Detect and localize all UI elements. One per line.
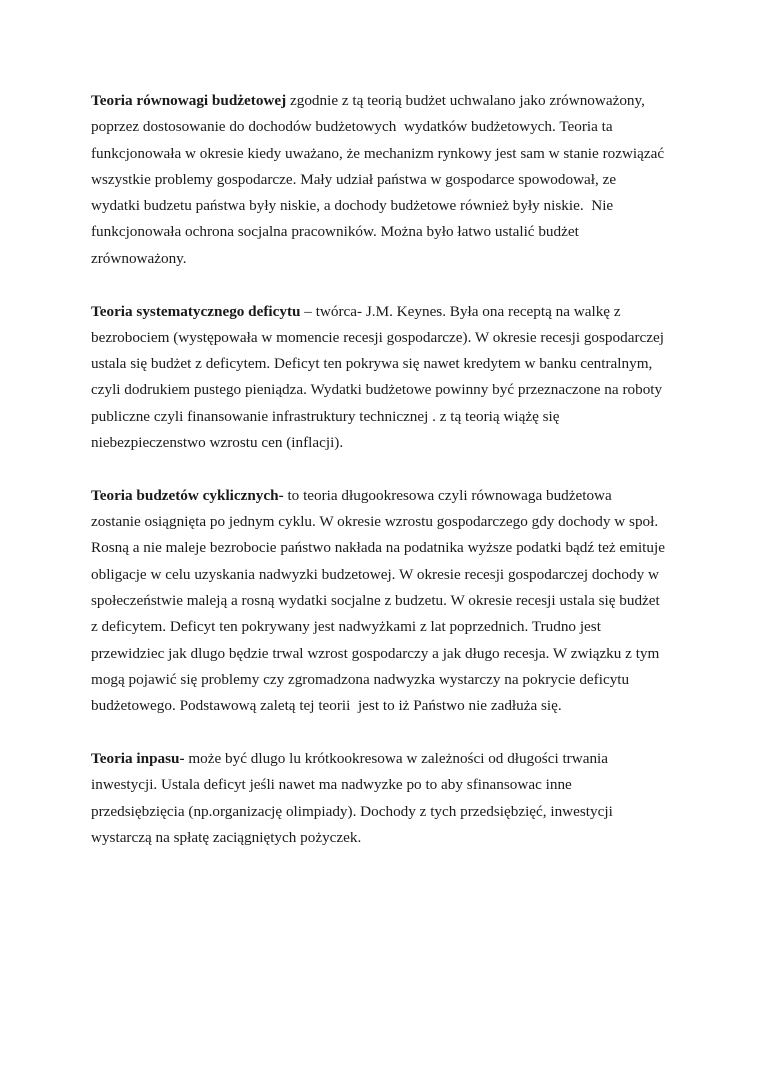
paragraph-line: funkcjonowała w okresie kiedy uważano, że mechanizm rynkowy jest sam w stanie rozwiązać [91,144,665,162]
paragraph-line: niebezpieczenstwo wzrostu cen (inflacji). [91,434,344,452]
paragraph-line: zrównoważony. [91,249,187,267]
paragraph-line: zostanie osiągnięta po jednym cyklu. W okresie wzrostu gospodarczego gdy dochody w społ. [91,513,659,531]
paragraph-line: przedsiębzięcia (np.organizację olimpiady). Dochody z tych przedsiębzięć, inwestycji [91,802,613,820]
paragraph-line: czyli dodrukiem pustego pieniądza. Wydatki budżetowe powinny być przeznaczone na roboty [91,381,663,399]
paragraph-line: bezrobociem (występowała w momencie recesji gospodarcze). W okresie recesji gospodarczej [91,328,664,346]
paragraph-term: Teoria systematycznego deficytu [91,302,301,320]
paragraph-teoria-deficytu [91,299,681,457]
paragraph-line [91,88,681,114]
paragraph-term: Teoria inpasu- [91,750,185,768]
paragraph-line: ustala się budżet z deficytem. Deficyt ten pokrywa się nawet kredytem w banku centralnym, [91,355,653,373]
paragraph-line: wystarczą na spłatę zaciągniętych pożyczek. [91,828,362,846]
paragraph-term: Teoria budzetów cyklicznych- [91,486,284,504]
paragraph-line: poprzez dostosowanie do dochodów budżetowych wydatków budżetowych. Teoria ta [91,118,613,136]
paragraph-text: może być dlugo lu krótkookresowa w zależności od długości trwania [184,750,608,768]
paragraph-line [91,299,681,325]
paragraph-line: z deficytem. Deficyt ten pokrywany jest nadwyżkami z lat poprzednich. Trudno jest [91,618,601,636]
paragraph-text: zgodnie z tą teorią budżet uchwalano jako zrównoważony, [286,92,645,109]
paragraph-line: obligacje w celu uzyskania nadwyzki budzetowej. W okresie recesji gospodarczej dochody w [91,565,659,583]
paragraph-line: przewidziec jak dlugo będzie trwal wzrost gospodarczy a jak długo recesja. W związku z tym [91,644,660,662]
paragraph-line: publiczne czyli finansowanie infrastruktury technicznej . z tą teorią wiążę się [91,407,560,425]
paragraph-teoria-inpasu [91,746,681,851]
paragraph-line: wszystkie problemy gospodarcze. Mały udział państwa w gospodarce spowodował, ze [91,170,617,188]
paragraph-line: budżetowego. Podstawową zaletą tej teorii jest to iż Państwo nie zadłuża się. [91,697,562,715]
paragraph-text: to teoria długookresowa czyli równowaga budżetowa [283,486,612,504]
paragraph-line: Rosną a nie maleje bezrobocie państwo nakłada na podatnika wyższe podatki bądź też emituje [91,539,665,557]
paragraph-term: Teoria równowagi budżetowej [91,92,287,109]
paragraph-line: wydatki budzetu państwa były niskie, a dochody budżetowe również były niskie. Nie [91,197,614,215]
paragraph-line: funkcjonowała ochrona socjalna pracowników. Można było łatwo ustalić budżet [91,223,579,241]
paragraph-line: mogą pojawić się problemy czy zgromadzona nadwyzka wystarczy na pokrycie deficytu [91,670,630,688]
paragraph-line [91,483,681,509]
paragraph-line: inwestycji. Ustala deficyt jeśli nawet ma nadwyzke po to aby sfinansowac inne [91,776,572,794]
paragraph-line [91,746,681,772]
paragraph-teoria-rownowagi [91,88,681,272]
paragraph-teoria-cyklicznych [91,483,681,720]
paragraph-line: społeczeństwie maleją a rosną wydatki socjalne z budzetu. W okresie recesji ustala się budżet [91,592,660,610]
paragraph-text: – twórca- J.M. Keynes. Była ona receptą na walkę z [300,302,621,320]
document-body [91,88,681,878]
